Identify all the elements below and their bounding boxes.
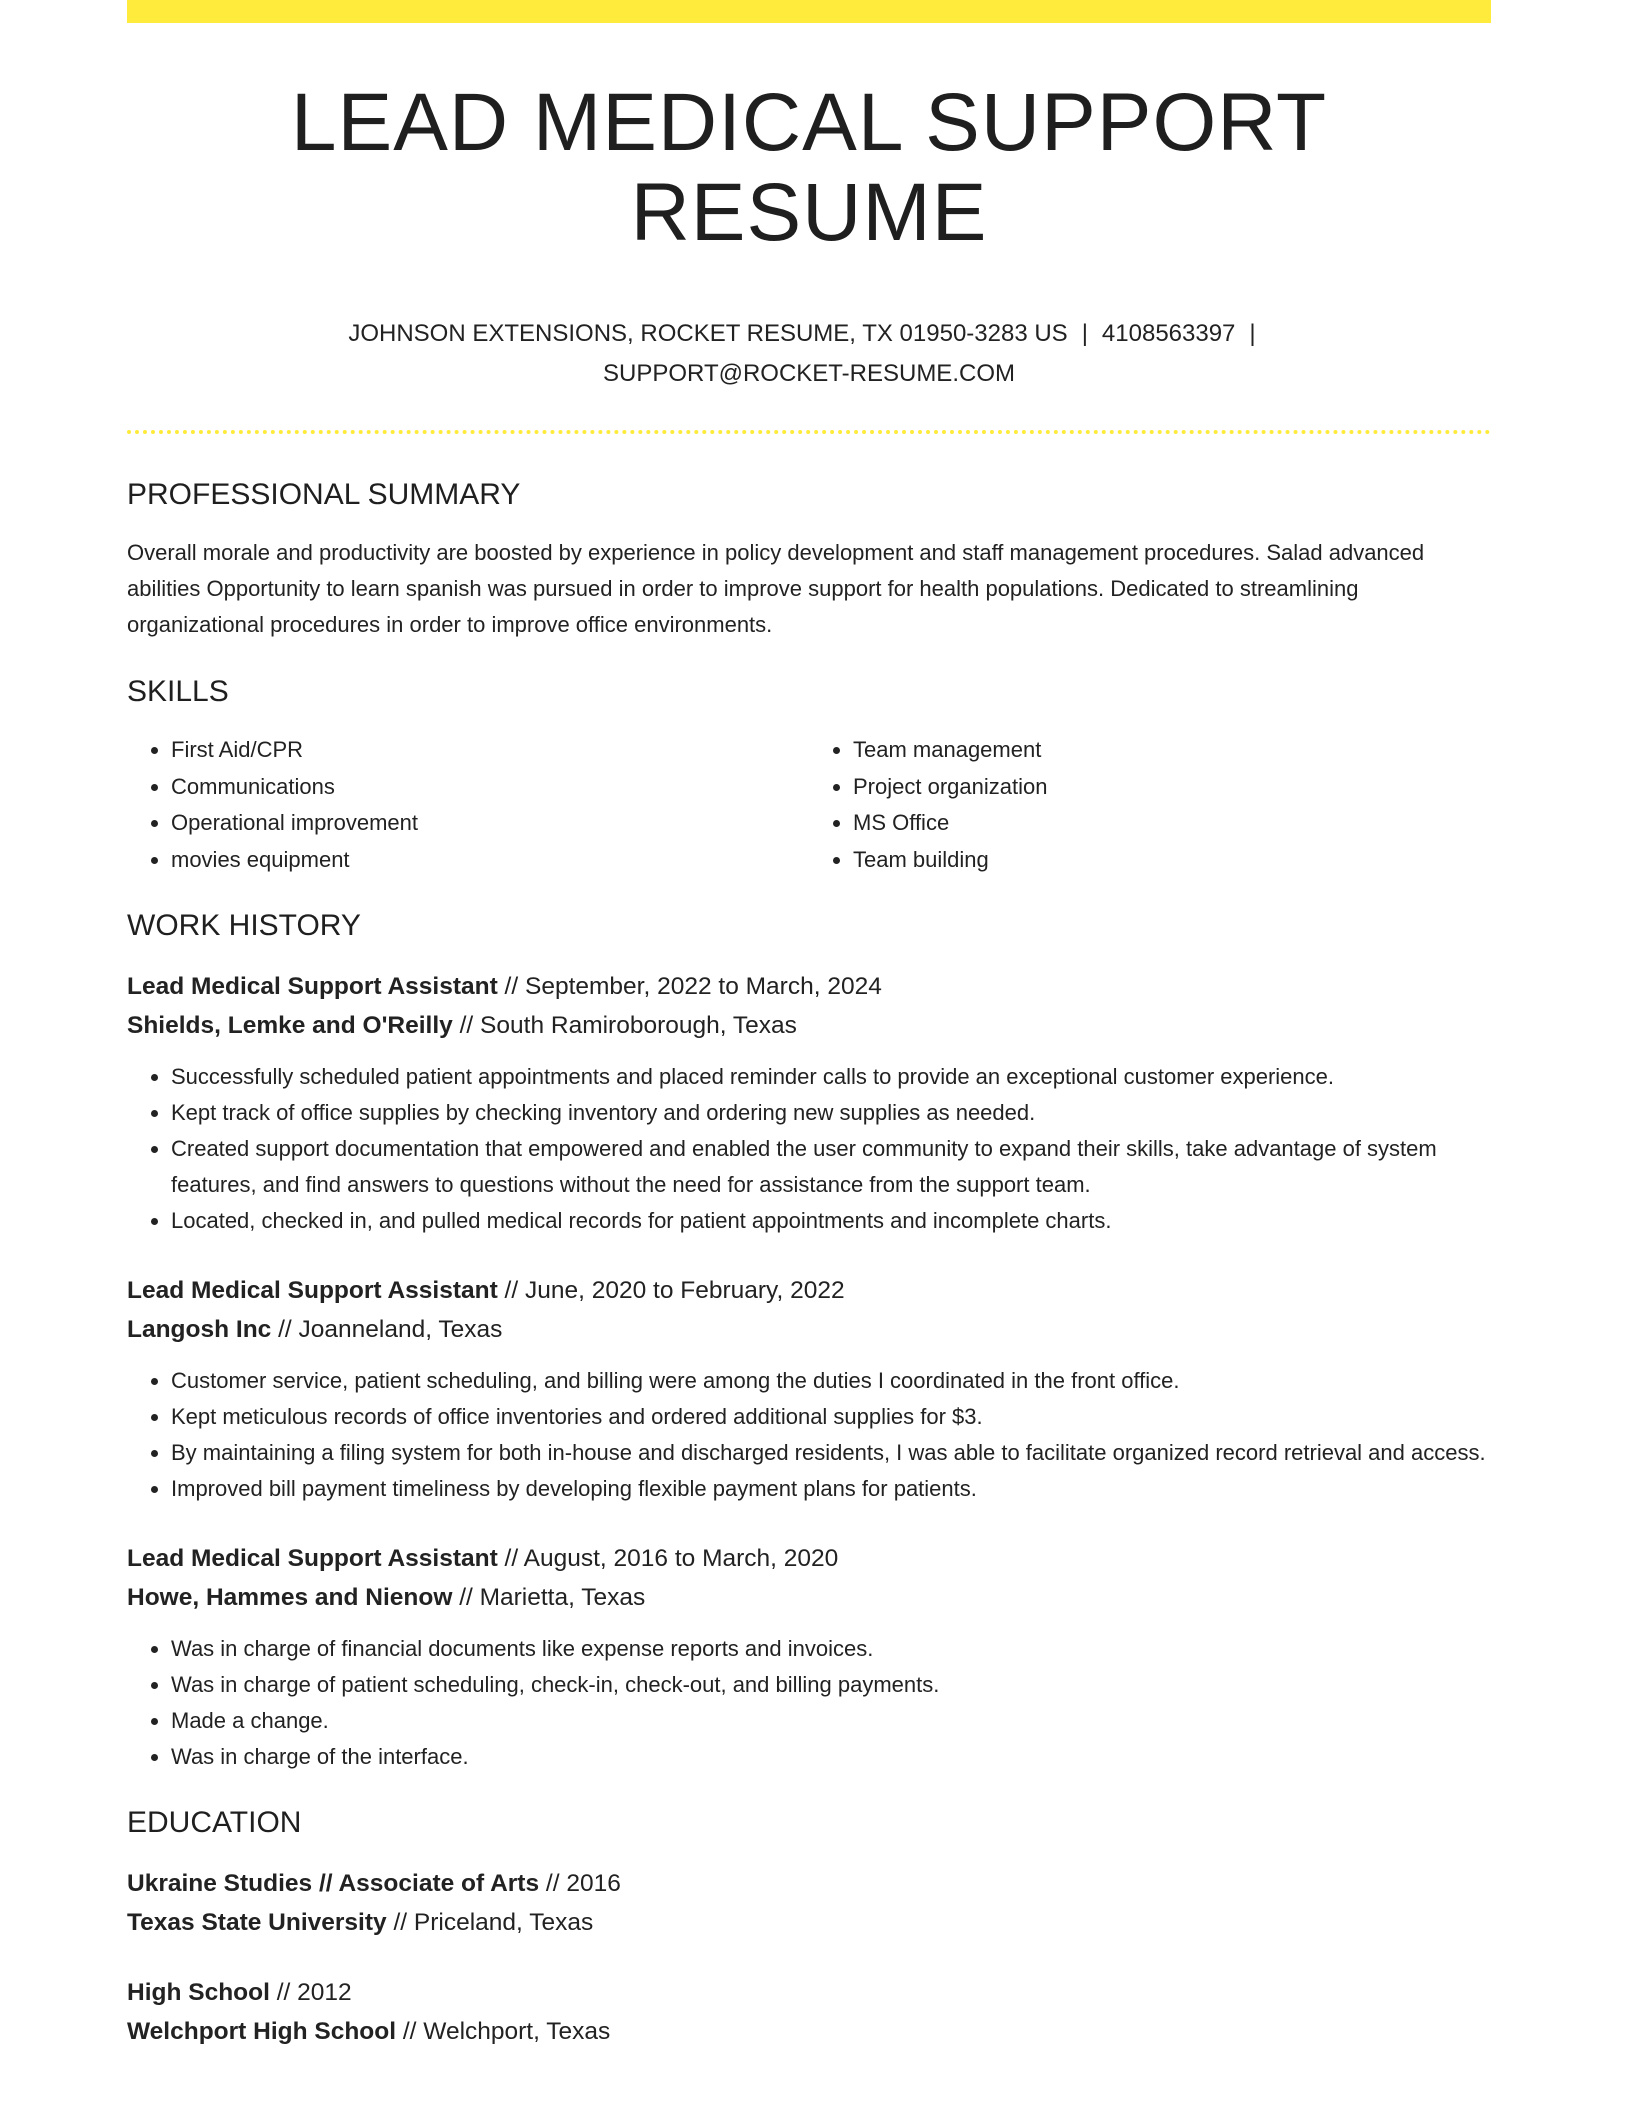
summary-text: Overall morale and productivity are boosted by experience in policy development and staff management procedures. Salad advanced abilities Opportunity to learn spanish was pursued in order to improve support for health populations. Dedicated to streamlining organizational procedures in order to improve office environments. [127, 540, 1425, 638]
skill-item: • Project organization [853, 769, 1491, 806]
job-bullet: • Successfully scheduled patient appointments and placed reminder calls to provide an exceptional customer experience. [171, 1059, 1491, 1095]
job-bullets [127, 1631, 1491, 1775]
education-school: Welchport High School [127, 2018, 397, 2046]
job-bullets [127, 1059, 1491, 1239]
job-bullet: • By maintaining a filing system for both in-house and discharged residents, I was able to facilitate organized record retrieval and access. [171, 1435, 1491, 1471]
education-heading: EDUCATION [127, 1806, 302, 1840]
job-role: Lead Medical Support Assistant [127, 973, 498, 1001]
skill-item: • MS Office [853, 805, 1491, 842]
skill-item: • Team management [853, 732, 1491, 769]
education-school-line [127, 1903, 1491, 1942]
skill-item: • Operational improvement [171, 805, 809, 842]
education-school: Texas State University [127, 1909, 387, 1937]
job-dates: // June, 2020 to February, 2022 [497, 1277, 845, 1305]
job-bullet: • Located, checked in, and pulled medical records for patient appointments and incomplete charts. [171, 1203, 1491, 1239]
education-degree: Ukraine Studies // Associate of Arts [127, 1870, 540, 1898]
job-role: Lead Medical Support Assistant [127, 1277, 498, 1305]
job-entry [127, 967, 1491, 1239]
job-dates: // August, 2016 to March, 2020 [497, 1545, 839, 1573]
contact-line-2 [127, 354, 1491, 394]
contact-separator: | [1249, 320, 1256, 348]
contact-info [127, 314, 1491, 394]
education-entry [127, 1864, 1491, 1942]
job-entry [127, 1271, 1491, 1507]
job-bullet: • Created support documentation that empowered and enabled the user community to expand their skills, take advantage of system features, and find answers to questions without the need for assistance from the support team. [171, 1131, 1491, 1203]
skills-list [127, 732, 1491, 878]
education-degree-line [127, 1864, 1491, 1903]
contact-phone: 4108563397 [1101, 320, 1236, 348]
work-history-heading: WORK HISTORY [127, 909, 361, 943]
job-bullet: • Was in charge of financial documents like expense reports and invoices. [171, 1631, 1491, 1667]
job-company-line [127, 1006, 1491, 1045]
summary-heading: PROFESSIONAL SUMMARY [127, 478, 521, 512]
education-degree: High School [127, 1979, 270, 2007]
skill-item: • Team building [853, 842, 1491, 879]
contact-separator: | [1081, 320, 1088, 348]
job-location: // Joanneland, Texas [271, 1316, 503, 1344]
contact-line-1 [127, 314, 1491, 354]
job-bullet: • Made a change. [171, 1703, 1491, 1739]
job-location: // South Ramiroborough, Texas [452, 1012, 797, 1040]
job-company-line [127, 1310, 1491, 1349]
accent-top-bar [127, 0, 1491, 23]
resume-page [127, 0, 1491, 2051]
job-company: Shields, Lemke and O'Reilly [127, 1012, 453, 1040]
job-company: Langosh Inc [127, 1316, 272, 1344]
contact-address: JOHNSON EXTENSIONS, ROCKET RESUME, TX 01950-3283 US [348, 320, 1068, 348]
contact-email: SUPPORT@ROCKET-RESUME.COM [603, 360, 1015, 388]
job-company: Howe, Hammes and Nienow [127, 1584, 453, 1612]
education-entry [127, 1973, 1491, 2051]
education-school-line [127, 2012, 1491, 2051]
job-title-line [127, 1539, 1491, 1578]
education-year: // 2016 [539, 1870, 621, 1898]
education-location: // Priceland, Texas [386, 1909, 594, 1937]
job-company-line [127, 1578, 1491, 1617]
education-location: // Welchport, Texas [396, 2018, 611, 2046]
skills-column-right [809, 732, 1491, 878]
skill-item: • movies equipment [171, 842, 809, 879]
skill-item: • Communications [171, 769, 809, 806]
job-bullet: • Was in charge of the interface. [171, 1739, 1491, 1775]
job-entry [127, 1539, 1491, 1775]
job-bullet: • Kept meticulous records of office inventories and ordered additional supplies for $3. [171, 1399, 1491, 1435]
education-year: // 2012 [269, 1979, 352, 2007]
job-title-line [127, 967, 1491, 1006]
job-role: Lead Medical Support Assistant [127, 1545, 498, 1573]
job-location: // Marietta, Texas [452, 1584, 646, 1612]
dotted-divider [127, 430, 1491, 434]
education-degree-line [127, 1973, 1491, 2012]
skill-item: • First Aid/CPR [171, 732, 809, 769]
job-bullet: • Kept track of office supplies by checking inventory and ordering new supplies as needed. [171, 1095, 1491, 1131]
job-dates: // September, 2022 to March, 2024 [497, 973, 882, 1001]
job-bullet: • Was in charge of patient scheduling, check-in, check-out, and billing payments. [171, 1667, 1491, 1703]
job-title-line [127, 1271, 1491, 1310]
resume-title: LEAD MEDICAL SUPPORT RESUME [290, 77, 1328, 259]
job-bullet: • Customer service, patient scheduling, and billing were among the duties I coordinated in the front office. [171, 1363, 1491, 1399]
skills-heading: SKILLS [127, 675, 229, 709]
job-bullets [127, 1363, 1491, 1507]
skills-column-left [127, 732, 809, 878]
job-bullet: • Improved bill payment timeliness by developing flexible payment plans for patients. [171, 1471, 1491, 1507]
